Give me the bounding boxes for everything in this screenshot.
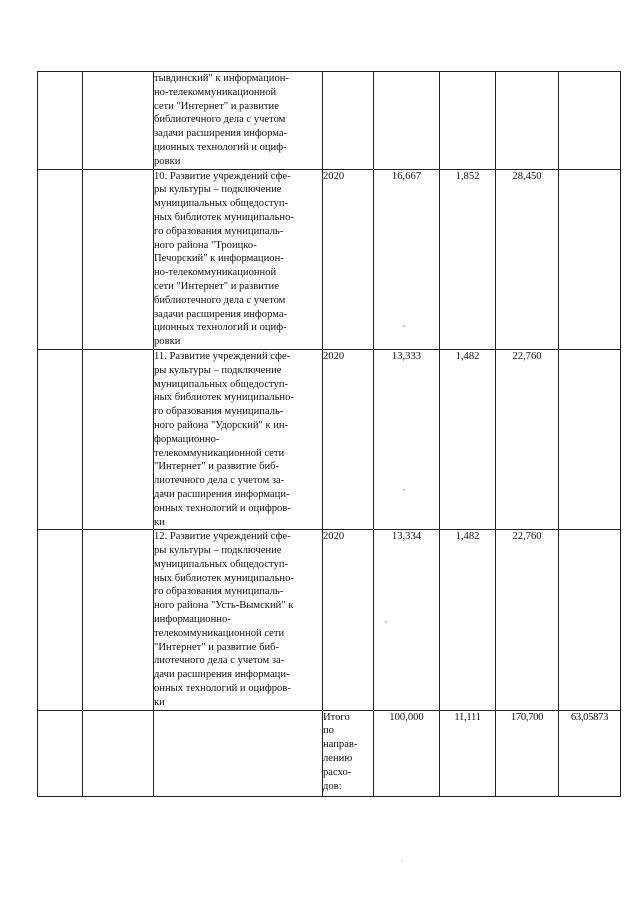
empty-cell	[83, 169, 154, 349]
desc-line: сети "Интернет" и развитие	[154, 100, 279, 112]
year-cell	[323, 72, 374, 170]
total-value-3: 170,700	[496, 710, 559, 796]
value-cell-3	[496, 72, 559, 170]
desc-line: задачи расширения информа-	[154, 308, 288, 320]
total-label-line: по	[323, 725, 334, 737]
desc-line: ного района "Троицко-	[154, 239, 257, 251]
table-row	[38, 72, 621, 170]
value-cell-1: 13,334	[374, 530, 440, 710]
desc-line: 11. Развитие учреждений сфе-	[154, 350, 291, 362]
empty-cell	[83, 530, 154, 710]
desc-line: но-телекоммуникационной	[154, 86, 277, 98]
total-label-line: Итого	[323, 711, 350, 723]
desc-line: "Интернет" и развитие биб-	[154, 461, 280, 473]
desc-line: муниципальных общедоступ-	[154, 378, 289, 390]
desc-line: муниципальных общедоступ-	[154, 198, 289, 210]
desc-line: ных библиотек муниципально-	[154, 211, 294, 223]
desc-line: ных библиотек муниципально-	[154, 392, 294, 404]
row-description	[154, 72, 323, 170]
desc-line: ных библиотек муниципально-	[154, 572, 294, 584]
value-cell-2: 1,482	[440, 530, 496, 710]
value-cell-4	[559, 72, 621, 170]
budget-table	[37, 71, 621, 797]
value-cell-4	[559, 349, 621, 529]
desc-line: муниципальных общедоступ-	[154, 558, 289, 570]
row-description	[154, 530, 323, 710]
desc-line: ровки	[154, 155, 181, 167]
desc-line: 10. Развитие учреждений сфе-	[154, 170, 291, 182]
empty-cell	[83, 349, 154, 529]
year-cell: 2020	[323, 349, 374, 529]
value-cell-2	[440, 72, 496, 170]
desc-line: го образования муниципаль-	[154, 406, 284, 418]
desc-line: онных технологий и оцифров-	[154, 502, 291, 514]
desc-line: формационно-	[154, 433, 220, 445]
speck	[401, 860, 402, 861]
desc-line: ки	[154, 696, 165, 708]
empty-cell	[38, 530, 83, 710]
empty-cell	[38, 710, 83, 796]
total-label-line: дов:	[323, 780, 342, 792]
desc-line: Печорский" к информацион-	[154, 253, 284, 265]
value-cell-2: 1,852	[440, 169, 496, 349]
desc-line: онных технологий и оцифров-	[154, 683, 291, 695]
total-row	[38, 710, 621, 796]
value-cell-4	[559, 530, 621, 710]
total-label-line: лению	[323, 753, 353, 765]
table-row	[38, 530, 621, 710]
value-cell-4	[559, 169, 621, 349]
table-row	[38, 349, 621, 529]
total-value-1: 100,000	[374, 710, 440, 796]
row-description	[154, 169, 323, 349]
value-cell-3: 22,760	[496, 349, 559, 529]
desc-line: но-телекоммуникационной	[154, 267, 277, 279]
table-row	[38, 169, 621, 349]
desc-line: "Интернет" и развитие биб-	[154, 641, 280, 653]
empty-cell	[38, 72, 83, 170]
value-cell-2: 1,482	[440, 349, 496, 529]
desc-line: библиотечного дела с учетом	[154, 114, 286, 126]
desc-line: ного района "Удорский" к ин-	[154, 419, 289, 431]
total-value-2: 11,111	[440, 710, 496, 796]
value-cell-3: 28,450	[496, 169, 559, 349]
desc-line: ровки	[154, 336, 181, 348]
desc-line: тывдинский" к информацион-	[154, 73, 289, 84]
desc-line: лиотечного дела с учетом за-	[154, 655, 285, 667]
desc-line: ционных технологий и оциф-	[154, 141, 287, 153]
value-cell-1: 13,333	[374, 349, 440, 529]
value-cell-1	[374, 72, 440, 170]
total-value-4: 63,05873	[559, 710, 621, 796]
empty-cell	[83, 72, 154, 170]
desc-line: ки	[154, 516, 165, 528]
desc-line: дачи расширения информаци-	[154, 488, 290, 500]
desc-line: ного района "Усть-Вымский" к	[154, 600, 294, 612]
year-cell: 2020	[323, 530, 374, 710]
value-cell-1: 16,667	[374, 169, 440, 349]
total-label	[323, 710, 374, 796]
desc-line: ры культуры – подключение	[154, 545, 282, 557]
total-label-line: расхо-	[323, 766, 352, 778]
desc-line: лиотечного дела с учетом за-	[154, 475, 285, 487]
year-cell: 2020	[323, 169, 374, 349]
empty-cell	[38, 169, 83, 349]
desc-line: ры культуры – подключение	[154, 364, 282, 376]
desc-line: го образования муниципаль-	[154, 586, 284, 598]
desc-line: информационно-	[154, 614, 231, 626]
desc-line: 12. Развитие учреждений сфе-	[154, 531, 291, 543]
empty-cell	[154, 710, 323, 796]
total-label-line: направ-	[323, 739, 358, 751]
desc-line: сети "Интернет" и развитие	[154, 280, 279, 292]
desc-line: телекоммуникационной сети	[154, 447, 285, 459]
desc-line: дачи расширения информаци-	[154, 669, 290, 681]
desc-line: задачи расширения информа-	[154, 128, 288, 140]
desc-line: ционных технологий и оциф-	[154, 322, 287, 334]
desc-line: библиотечного дела с учетом	[154, 294, 286, 306]
desc-line: ры культуры – подключение	[154, 184, 282, 196]
value-cell-3: 22,760	[496, 530, 559, 710]
row-description	[154, 349, 323, 529]
empty-cell	[38, 349, 83, 529]
desc-line: телекоммуникационной сети	[154, 627, 285, 639]
empty-cell	[83, 710, 154, 796]
desc-line: го образования муниципаль-	[154, 225, 284, 237]
